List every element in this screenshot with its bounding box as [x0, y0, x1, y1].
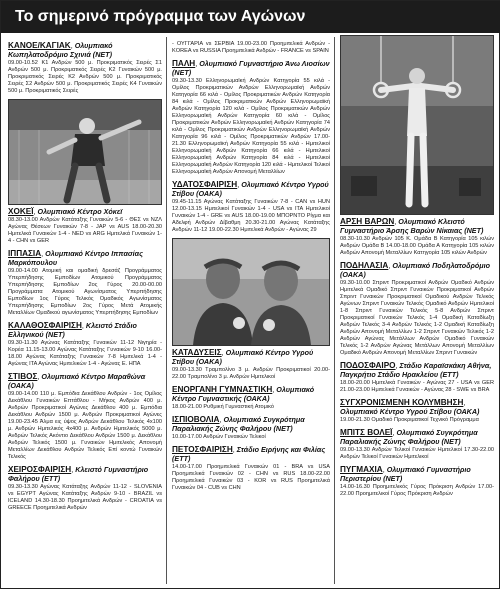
schedule-text: 09.30-13.30 Ελληνορωμαϊκή Ανδρών Κατηγορία 55 κιλά - Ομίλος Προκριματικών Ανδρών Ελληνορωμαϊκή Ανδρών Κατηγορία 66 κιλά - Ομίλος Προκριματικών Ανδρών Κατηγορία 84 κιλά - Ομίλος Προκριματικών Ανδρών Ελληνορωμαϊκή Ανδρών Κατηγορία 120 κιλά - Ομίλος Προκριματικών Ανδρών Ελληνορωμαϊκή Ανδρών Κατηγορία 60 κιλά - Ομίλος Προκριματικών Ανδρών Ελληνορωμαϊκή Ανδρών Κατηγορία 74 κιλά - Ομίλος Προκριματικών Ανδρών Ελληνορωμαϊκή Ανδρών Κατηγορία 96 κιλά - Ομίλος Προκριματικών Ανδρών 17.00-21.30 Ελληνορωμαϊκή Ανδρών Κατηγορία 55 κιλά - Ημιτελικοί Ελληνορωμαϊκή Ανδρών Κατηγορία 66 κιλά - Ημιτελικοί Ελληνορωμαϊκή Ανδρών Κατηγορία 84 κιλά - Ημιτελικοί Ελληνορωμαϊκή Ανδρών Κατηγορία 120 κιλά - Ημιτελικοί Τελικοί Ελληνορωμαϊκή Ανδρών Απονομή Μεταλλίων: [172, 78, 330, 175]
schedule-text: 09.00-13.30 Τραμπολίνο 3 μ. Ανδρών Προκριματικοί 20.00-22.00 Τραμπολίνο 3 μ. Ανδρών Ημιτελικοί: [172, 367, 330, 380]
sport-name: ΙΣΠΙΟΒΟΛΙΑ: [172, 415, 220, 424]
schedule-text: 09.30-13.30 Αγώνας Κατάταξης Ανδρών 11-12 - SLOVENIA vs EGYPT Αγώνας Κατάταξης Ανδρών 9-10 - BRAZIL vs ICELAND 14.30-18.30 Προημιτελικά Ανδρών - CROATIA vs GREECE Προημιτελικά Ανδρών: [8, 484, 162, 511]
page-header: [1, 1, 500, 33]
schedule-text: 18.00-20.00 Ημιτελικά Γυναικών - Αγώνας 27 - USA vs GER 21.00-23.00 Ημιτελικά Γυναικών - Αγώνας 28 - SWE vs BRA: [340, 380, 494, 393]
schedule-section: ΠΕΤΟΣΦΑΙΡΙΣΗ, Στάδιο Ειρήνης και Φιλίας (ΕΤΤ) 14.00-17.00 Προημιτελικά Γυναικών 01 - BRA vs USA Προημιτελικά Γυναικών 02 - CHN vs RUS 18.00-22.00 Προημιτελικά Γυναικών 03 - KOR vs RUS Προημιτελικά Γυναικών 04 - CUB vs CHN: [172, 445, 330, 491]
sport-name: ΕΝΟΡΓΑΝΗ ΓΥΜΝΑΣΤΙΚΗ: [172, 385, 273, 394]
schedule-section: ΙΣΠΙΟΒΟΛΙΑ, Ολυμπιακό Συγκρότημα Παραλιακής Ζώνης Φαλήρου (ΝΕΤ) 10.00-17.00 Ανδρών Γυναικών Τελικοί: [172, 415, 330, 441]
sport-name: ΑΡΣΗ ΒΑΡΩΝ: [340, 217, 395, 226]
sport-name: ΧΕΙΡΟΣΦΑΙΡΙΣΗ: [8, 465, 72, 474]
schedule-text: 09.30-10.00 Σπριντ Προκριματικοί Ανδρών Ομαδικό Ανδρών Ημιτελικά Ομαδικό Σπριντ Γυναικών Προκριματικοί Ανδρών Σπριντ Γυναικών Προκριματικοί Ομαδικού Ανδρών Τελικός Αγώνων Σπριντ Γυναικών Τελικός Ομαδικό Ανδρών Ημιτελικοί 1-8 Σπριντ Γυναικών Τελικός 5-8 Ανδρών Σπριντ Προκριματικοί Γυναικών Τελικός 1-4 Ομαδική Καταδίωξη Ανδρών Τελικός 3-4 Ανδρών Τελικός 1-2 Ομαδική Καταδίωξη Ανδρών Απονομή Μεταλλίων 1-2 Σπριντ Γυναικών Τελικός 1-2 Ανδρών Αγώνας Μετάλλων Ανδρών Ομαδικό Γυναικών Τελικός 1-2 Ανδρών Αγώνας Μετάλλων Απονομή Μεταλλίων Ομαδικό Ανδρών Απονομή Μεταλλίων Σπριντ Γυναικών: [340, 280, 494, 356]
schedule-section: ΜΠΙΤΣ ΒΟΛΕΪ, Ολυμπιακό Συγκρότημα Παραλιακής Ζώνης Φαλήρου (ΝΕΤ) 09.00-13.30 Ανδρών Τελικοί Γυναικών Ημιτελικοί 17.30-22.00 Ανδρών Τελικοί Γυναικών Ημιτελικοί: [340, 428, 494, 460]
schedule-section: ΧΟΚΕΪ, Ολυμπιακό Κέντρο Χόκεϊ 08.30-13.00 Ανδρών Κατάταξης Γυναικών 5-6 - ΘΕΣ vs ΝΖΛ Αγώνας Θέσεων Γυναικών 7-8 - JAP vs AUS 18.00-20.30 Ημιτελικά Γυναικών 1-4 - NED vs ARG Ημιτελικά Γυναικών 1-4 - CHN vs GER: [8, 207, 162, 244]
schedule-text: 14.00-17.00 Προημιτελικά Γυναικών 01 - BRA vs USA Προημιτελικά Γυναικών 02 - CHN vs RUS 18.00-22.00 Προημιτελικά Γυναικών 03 - KOR vs RUS Προημιτελικά Γυναικών 04 - CUB vs CHN: [172, 464, 330, 491]
schedule-text: 09.00-13.30 Ανδρών Τελικοί Γυναικών Ημιτελικοί 17.30-22.00 Ανδρών Τελικοί Γυναικών Ημιτελικοί: [340, 447, 494, 460]
schedule-text: 08.30-10.30 Ανδρών 105 Κ. Ομάδα Β Κατηγορία 105 κιλών Ανδρών Ομάδα Β 14.00-18.00 Ομάδα Α Κατηγορία 105 κιλών Ανδρών Απονομή Μεταλλίων Κατηγορία 105 κιλών Ανδρών: [340, 236, 494, 256]
venue-name: Κλειστό Στάδιο Ελληνικού (ΝΕΤ): [8, 321, 137, 339]
schedule-text: 18.00-21.00 Ρυθμική Γυμναστική Ατομικό: [172, 404, 274, 410]
photo-divers-medals: [172, 238, 330, 346]
sport-name: ΚΑΤΑΔΥΣΕΙΣ: [172, 348, 222, 357]
sport-name: ΣΤΙΒΟΣ: [8, 372, 38, 381]
schedule-section: ΣΥΓΧΡΟΝΙΣΜΕΝΗ ΚΟΛΥΜΒΗΣΗ, Ολυμπιακό Κέντρο Υγρού Στίβου (ΟΑΚΑ) 19.00-21.30 Ομαδικό Προκριματικοί Τεχνικό Πρόγραμμα: [340, 398, 494, 424]
schedule-section: ΚΑΤΑΔΥΣΕΙΣ, Ολυμπιακό Κέντρο Υγρού Στίβου (ΟΑΚΑ) 09.00-13.30 Τραμπολίνο 3 μ. Ανδρών Προκριματικοί 20.00-22.00 Τραμπολίνο 3 μ. Ανδρών Ημιτελικοί: [172, 348, 330, 380]
schedule-text: 09.45-11.15 Αγώνας Κατάταξης Γυναικών 7-8 - CAN vs HUN 12.00-13.15 Ημιτελικοί Γυναικών 1-4 - USA vs ITA Ημιτελικοί Γυναικών 1-4 - GRE vs AUS 18.00-19.00 ΜΠΟΡΝΤΟ Ρίγμα και Αδελφή Ανδρών Δίβαθμη 20.30-21.00 Αγώνας Κατάταξης Ανδρών 11-12 19.00-22.30 Ημιτελικά Ανδρών - Αγώνας 29: [172, 199, 330, 233]
schedule-text: 14.00-16.30 Προημιτελικός Γύρος Πρόκριση Ανδρών 17.00-22.00 Προημιτελικοί Γύρος Πρόκριση Ανδρών: [340, 484, 494, 497]
venue-name: Ολυμπιακό Συγκρότημα Παραλιακής Ζώνης Φαλήρου (ΝΕΤ): [172, 415, 305, 433]
schedule-section: ΠΥΓΜΑΧΙΑ, Ολυμπιακό Γυμναστήριο Περιστερίου (ΝΕΤ) 14.00-16.30 Προημιτελικός Γύρος Πρόκριση Ανδρών 17.00-22.00 Προημιτελικοί Γύρος Πρόκριση Ανδρών: [340, 465, 494, 497]
schedule-section: ΚΑΝΟΕ/ΚΑΓΙΑΚ, Ολυμπιακό Κωπηλατοδρόμιο Σχινιά (ΝΕΤ) 09.00-10.52 Κ1 Ανδρών 500 μ. Προκριματικός Σειρές Σ1 Ανδρών 500 μ. Προκριματικός Σειρές Κ2 Γυναικών 500 μ. Προκριματικός Σειρές Κ2 Ανδρών 500 μ. Προκριματικός Σειρές Σ2 Ανδρών 500 μ. Προκριματικός Σειρές Κ4 Γυναικών 500 μ. Προκριματικός Σειρές: [8, 41, 162, 94]
venue-name: Ολυμπιακό Κλειστό Γυμναστήριο Άρσης Βαρών Νίκαιας (ΝΕΤ): [340, 217, 484, 235]
venue-name: Ολυμπιακό Ποδηλατοδρόμιο (ΟΑΚΑ): [340, 261, 490, 279]
photo-image: [173, 239, 329, 345]
photo-gymnast-rings: [340, 35, 494, 215]
page-title: Το σημερινό πρόγραμμα των Αγώνων: [15, 8, 306, 25]
schedule-section: ΥΔΑΤΟΣΦΑΙΡΙΣΗ, Ολυμπιακό Κέντρο Υγρού Στίβου (ΟΑΚΑ) 09.45-11.15 Αγώνας Κατάταξης Γυναικών 7-8 - CAN vs HUN 12.00-13.15 Ημιτελικοί Γυναικών 1-4 - USA vs ITA Ημιτελικοί Γυναικών 1-4 - GRE vs AUS 18.00-19.00 ΜΠΟΡΝΤΟ Ρίγμα και Αδελφή Ανδρών Δίβαθμη 20.30-21.00 Αγώνας Κατάταξης Ανδρών 11-12 19.00-22.30 Ημιτελικά Ανδρών - Αγώνας 29: [172, 180, 330, 233]
sport-name: ΠΑΛΗ: [172, 59, 196, 68]
sport-name: ΥΔΑΤΟΣΦΑΙΡΙΣΗ: [172, 180, 238, 189]
venue-name: Ολυμπιακό Κέντρο Ιππασίας Μαρκόπουλου: [8, 249, 143, 267]
schedule-section: ΕΝΟΡΓΑΝΗ ΓΥΜΝΑΣΤΙΚΗ, Ολυμπιακό Κέντρο Γυμναστικής (ΟΑΚΑ) 18.00-21.00 Ρυθμική Γυμναστική Ατομικό: [172, 385, 330, 411]
sport-name: ΜΠΙΤΣ ΒΟΛΕΪ: [340, 428, 393, 437]
sport-name: ΚΑΝΟΕ/ΚΑΓΙΑΚ: [8, 41, 71, 50]
schedule-text: 08.30-13.00 Ανδρών Κατάταξης Γυναικών 5-6 - ΘΕΣ vs ΝΖΛ Αγώνας Θέσεων Γυναικών 7-8 - JAP vs AUS 18.00-20.30 Ημιτελικά Γυναικών 1-4 - NED vs ARG Ημιτελικά Γυναικών 1-4 - CHN vs GER: [8, 217, 162, 244]
venue-name: Ολυμπιακό Γυμναστήριο Άνω Λιοσίων (ΝΕΤ): [172, 59, 330, 77]
venue-name: Στάδιο Καραϊσκάκη Αθήνα, Παγκρήτιο Στάδιο Ηρακλείου (ΕΤΤ): [340, 361, 492, 379]
sport-name: ΠΟΔΟΣΦΑΙΡΟ: [340, 361, 396, 370]
schedule-section: ΑΡΣΗ ΒΑΡΩΝ, Ολυμπιακό Κλειστό Γυμναστήριο Άρσης Βαρών Νίκαιας (ΝΕΤ) 08.30-10.30 Ανδρών 105 Κ. Ομάδα Β Κατηγορία 105 κιλών Ανδρών Ομάδα Β 14.00-18.00 Ομάδα Α Κατηγορία 105 κιλών Ανδρών Απονομή Μεταλλίων Κατηγορία 105 κιλών Ανδρών: [340, 217, 494, 256]
schedule-section: ΚΑΛΑΘΟΣΦΑΙΡΙΣΗ, Κλειστό Στάδιο Ελληνικού (ΝΕΤ) 09.30-11.30 Αγώνας Κατάταξης Γυναικών 11-12 Νιγηρία - Κορέα 11.15-13.00 Αγώνας Κατάταξης Γυναικών 9-10 16.00-18.00 Αγώνας Κατάταξης Γυναικών 7-8 Ημιτελικά 1-4 - Αγώνας ΙΤΑ Αγώνας Ημιτελικών 1-4 - Αγώνας Ε. ΗΠΑ: [8, 321, 162, 367]
venue-name: Ολυμπιακό Κωπηλατοδρόμιο Σχινιά (ΝΕΤ): [8, 41, 113, 59]
schedule-text: 09.00-14.00 110 μ. Εμπόδια Δεκάθλου Ανδρών - 1ος Ομίλος Δεκάθλου Γυναικών Επτάθλου - Μήκος Ανδρών 400 μ. Ανδρών Προκριματικοί Αγώνες Δεκάθλου 400 μ. Εμπόδια Δεκάθλου Ανδρών 1500 μ. Ανδρών Προκριματικοί Αγώνες 19.00-23.45 Άλμα εις ύψος Ανδρών Δεκάθλου Τελικός 4x100 μ. Ανδρών Ημιτελικός 4x400 μ. Ανδρών Ημιτελικός 5000 μ. Ανδρών Τελικός Ακόντιο Δεκάθλου Ανδρών 1500 μ. Δεκάθλου Ανδρών Τελικός 1500 μ. Γυναικών Ημιτελικός Απονομή Μεταλλίων Δεκάθλου Ανδρών Τελικός Επί κοντώ Γυναικών Τελικός: [8, 391, 162, 460]
photo-image: [341, 36, 493, 214]
sport-name: ΧΟΚΕΪ: [8, 207, 34, 216]
sport-name: ΣΥΓΧΡΟΝΙΣΜΕΝΗ ΚΟΛΥΜΒΗΣΗ: [340, 398, 464, 407]
schedule-text: 09.00-10.52 Κ1 Ανδρών 500 μ. Προκριματικός Σειρές Σ1 Ανδρών 500 μ. Προκριματικός Σειρές Κ2 Γυναικών 500 μ. Προκριματικός Σειρές Κ2 Ανδρών 500 μ. Προκριματικός Σειρές Σ2 Ανδρών 500 μ. Προκριματικός Σειρές Κ4 Γυναικών 500 μ. Προκριματικός Σειρές: [8, 60, 162, 94]
schedule-section: ΣΤΙΒΟΣ, Ολυμπιακό Κέντρο Μαραθώνα (ΟΑΚΑ) 09.00-14.00 110 μ. Εμπόδια Δεκάθλου Ανδρών - 1ος Ομίλος Δεκάθλου Γυναικών Επτάθλου - Μήκος Ανδρών 400 μ. Ανδρών Προκριματικοί Αγώνες Δεκάθλου 400 μ. Εμπόδια Δεκάθλου Ανδρών 1500 μ. Ανδρών Προκριματικοί Αγώνες 19.00-23.45 Άλμα εις ύψος Ανδρών Δεκάθλου Τελικός 4x100 μ. Ανδρών Ημιτελικός 4x400 μ. Ανδρών Ημιτελικός 5000 μ. Ανδρών Τελικός Ακόντιο Δεκάθλου Ανδρών 1500 μ. Δεκάθλου Ανδρών Τελικός 1500 μ. Γυναικών Ημιτελικός Απονομή Μεταλλίων Δεκάθλου Ανδρών Τελικός Επί κοντώ Γυναικών Τελικός: [8, 372, 162, 460]
photo-athlete-throw: [8, 99, 162, 205]
schedule-text: 19.00-21.30 Ομαδικό Προκριματικοί Τεχνικό Πρόγραμμα: [340, 417, 479, 423]
photo-image: [9, 100, 161, 204]
venue-name: Ολυμπιακό Κέντρο Υγρού Στίβου (ΟΑΚΑ): [172, 180, 329, 198]
venue-name: Ολυμπιακό Κέντρο Γυμναστικής (ΟΑΚΑ): [172, 385, 315, 403]
venue-name: Ολυμπιακό Συγκρότημα Παραλιακής Ζώνης Φαλήρου (ΝΕΤ): [340, 428, 478, 446]
venue-name: Ολυμπιακό Κέντρο Υγρού Στίβου (ΟΑΚΑ): [340, 407, 480, 416]
schedule-section: ΙΠΠΑΣΙΑ, Ολυμπιακό Κέντρο Ιππασίας Μαρκόπουλου 09.00-14.00 Ατομική και ομαδική δρεσάζ Προγράμματος Υπερπήδησης Εμποδίων Ατομικού Προγράμματος Υπερπήδησης Εμποδίων 2ος Γύρος 20.00-00.00 Προγράμματα Ατομικού Αγωνίσματος Υπερπήδησης Εμποδίων 1ος Γύρος Τελικός Ομαδικός Αγωνίσματος Υπερπήδησης Εμποδίων 2ος Γύρος Μετά Ατομικής Μεταλλίων Ομαδικού αγωνίσματος Υπερπήδησης Εμποδίων: [8, 249, 162, 316]
column-middle: [169, 39, 333, 584]
column-divider: [334, 37, 335, 584]
venue-name: Ολυμπιακό Κέντρο Χόκεϊ: [37, 207, 123, 216]
schedule-text: 09.00-14.00 Ατομική και ομαδική δρεσάζ Προγράμματος Υπερπήδησης Εμποδίων Ατομικού Προγράμματος Υπερπήδησης Εμποδίων 2ος Γύρος 20.00-00.00 Προγράμματα Ατομικού Αγωνίσματος Υπερπήδησης Εμποδίων 1ος Γύρος Τελικός Ομαδικός Αγωνίσματος Υπερπήδησης Εμποδίων 2ος Γύρος Μετά Ατομικής Μεταλλίων Ομαδικού αγωνίσματος Υπερπήδησης Εμποδίων: [8, 268, 162, 316]
schedule-section: ΠΟΔΟΣΦΑΙΡΟ, Στάδιο Καραϊσκάκη Αθήνα, Παγκρήτιο Στάδιο Ηρακλείου (ΕΤΤ) 18.00-20.00 Ημιτελικά Γυναικών - Αγώνας 27 - USA vs GER 21.00-23.00 Ημιτελικά Γυναικών - Αγώνας 28 - SWE vs BRA: [340, 361, 494, 393]
sport-name: ΙΠΠΑΣΙΑ: [8, 249, 42, 258]
venue-name: Στάδιο Ειρήνης και Φιλίας (ΕΤΤ): [172, 445, 326, 463]
schedule-section: ΧΕΙΡΟΣΦΑΙΡΙΣΗ, Κλειστό Γυμναστήριο Φαλήρου (ΕΤΤ) 09.30-13.30 Αγώνας Κατάταξης Ανδρών 11-12 - SLOVENIA vs EGYPT Αγώνας Κατάταξης Ανδρών 9-10 - BRAZIL vs ICELAND 14.30-18.30 Προημιτελικά Ανδρών - CROATIA vs GREECE Προημιτελικά Ανδρών: [8, 465, 162, 511]
sport-name: ΠΕΤΟΣΦΑΙΡΙΣΗ: [172, 445, 233, 454]
venue-name: Ολυμπιακό Γυμναστήριο Περιστερίου (ΝΕΤ): [340, 465, 471, 483]
schedule-section: ΠΟΔΗΛΑΣΙΑ, Ολυμπιακό Ποδηλατοδρόμιο (ΟΑΚΑ) 09.30-10.00 Σπριντ Προκριματικοί Ανδρών Ομαδικό Ανδρών Ημιτελικά Ομαδικό Σπριντ Γυναικών Προκριματικοί Ανδρών Σπριντ Γυναικών Προκριματικοί Ομαδικού Ανδρών Τελικός Αγώνων Σπριντ Γυναικών Τελικός Ομαδικό Ανδρών Ημιτελικοί 1-8 Σπριντ Γυναικών Τελικός 5-8 Ανδρών Σπριντ Προκριματικοί Γυναικών Τελικός 1-4 Ομαδική Καταδίωξη Ανδρών Τελικός 3-4 Ανδρών Τελικός 1-2 Ομαδική Καταδίωξη Ανδρών Απονομή Μεταλλίων 1-2 Σπριντ Γυναικών Τελικός 1-2 Ανδρών Αγώνας Μετάλλων Ανδρών Ομαδικό Γυναικών Τελικός 1-2 Ανδρών Αγώνας Μετάλλων Απονομή Μεταλλίων Ομαδικό Ανδρών Απονομή Μεταλλίων Σπριντ Γυναικών: [340, 261, 494, 356]
schedule-text-continued: - ΟΥΓΓΑΡΙΑ vs ΣΕΡΒΙΑ 19.00-23.00 Προημιτελικά Ανδρών - KOREA vs RUSSIA Προημιτελικά Ανδρών - FRANCE vs SPAIN: [172, 41, 330, 54]
venue-name: Ολυμπιακό Κέντρο Μαραθώνα (ΟΑΚΑ): [8, 372, 146, 390]
venue-name: Κλειστό Γυμναστήριο Φαλήρου (ΕΤΤ): [8, 465, 149, 483]
venue-name: Ολυμπιακό Κέντρο Υγρού Στίβου (ΟΑΚΑ): [172, 348, 314, 366]
sport-name: ΠΥΓΜΑΧΙΑ: [340, 465, 383, 474]
sport-name: ΚΑΛΑΘΟΣΦΑΙΡΙΣΗ: [8, 321, 82, 330]
column-left: [5, 39, 165, 584]
sport-name: ΠΟΔΗΛΑΣΙΑ: [340, 261, 389, 270]
column-right: [337, 35, 497, 584]
schedule-text: 09.30-11.30 Αγώνας Κατάταξης Γυναικών 11-12 Νιγηρία - Κορέα 11.15-13.00 Αγώνας Κατάταξης Γυναικών 9-10 16.00-18.00 Αγώνας Κατάταξης Γυναικών 7-8 Ημιτελικά 1-4 - Αγώνας ΙΤΑ Αγώνας Ημιτελικών 1-4 - Αγώνας Ε. ΗΠΑ: [8, 340, 162, 367]
schedule-section: ΠΑΛΗ, Ολυμπιακό Γυμναστήριο Άνω Λιοσίων (ΝΕΤ) 09.30-13.30 Ελληνορωμαϊκή Ανδρών Κατηγορία 55 κιλά - Ομίλος Προκριματικών Ανδρών Ελληνορωμαϊκή Ανδρών Κατηγορία 66 κιλά - Ομίλος Προκριματικών Ανδρών Κατηγορία 84 κιλά - Ομίλος Προκριματικών Ανδρών Ελληνορωμαϊκή Ανδρών Κατηγορία 120 κιλά - Ομίλος Προκριματικών Ανδρών Ελληνορωμαϊκή Ανδρών Κατηγορία 60 κιλά - Ομίλος Προκριματικών Ανδρών Ελληνορωμαϊκή Ανδρών Κατηγορία 74 κιλά - Ομίλος Προκριματικών Ανδρών Ελληνορωμαϊκή Ανδρών Κατηγορία 96 κιλά - Ομίλος Προκριματικών Ανδρών 17.00-21.30 Ελληνορωμαϊκή Ανδρών Κατηγορία 55 κιλά - Ημιτελικοί Ελληνορωμαϊκή Ανδρών Κατηγορία 66 κιλά - Ημιτελικοί Ελληνορωμαϊκή Ανδρών Κατηγορία 84 κιλά - Ημιτελικοί Ελληνορωμαϊκή Ανδρών Κατηγορία 120 κιλά - Ημιτελικοί Τελικοί Ελληνορωμαϊκή Ανδρών Απονομή Μεταλλίων: [172, 59, 330, 175]
schedule-text: 10.00-17.00 Ανδρών Γυναικών Τελικοί: [172, 434, 266, 440]
column-divider: [166, 37, 167, 584]
